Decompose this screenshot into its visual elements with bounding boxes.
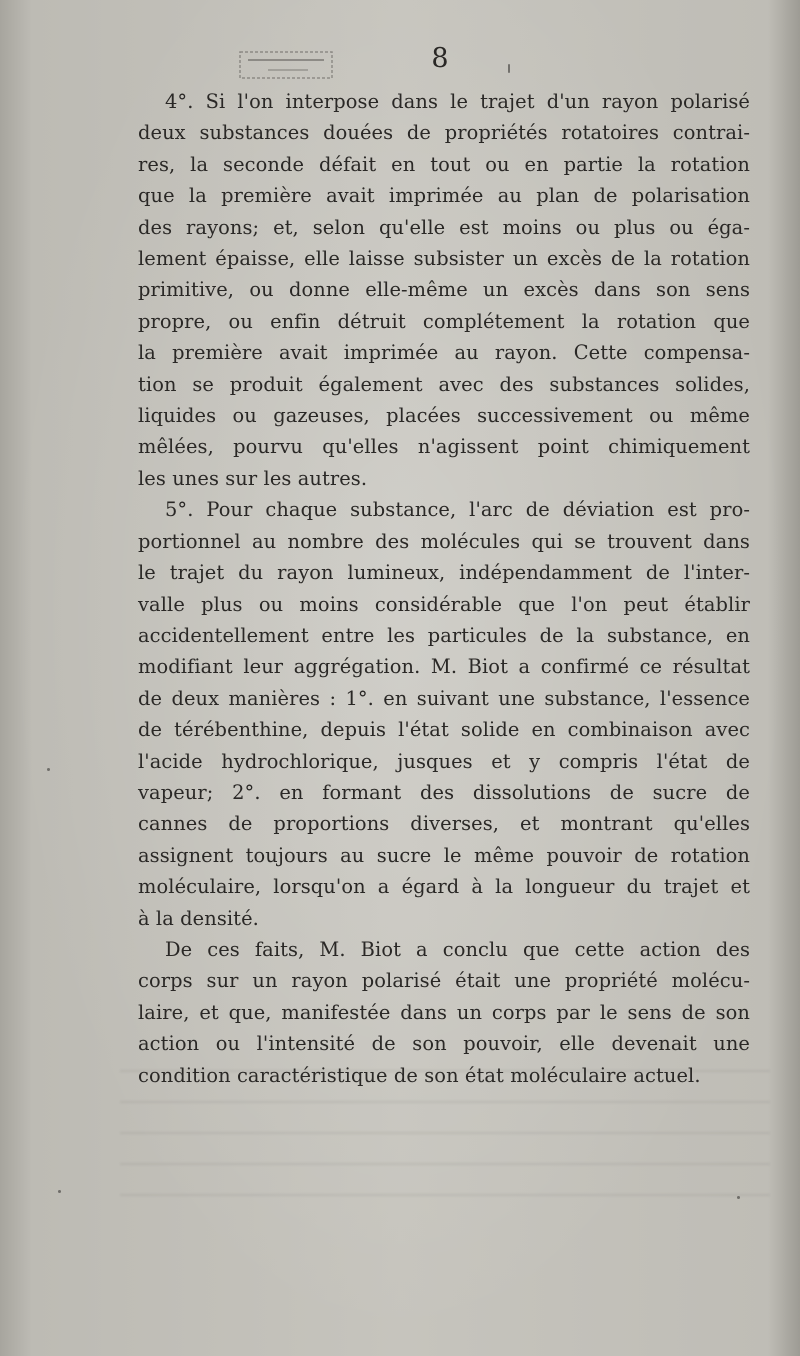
library-stamp-mark bbox=[238, 48, 334, 82]
show-through-from-reverse bbox=[120, 1070, 770, 1210]
text-line: valle plus ou moins considérable que l'on peut établir bbox=[138, 592, 750, 616]
paragraph-5 bbox=[138, 494, 750, 934]
text-line: le trajet du rayon lumineux, indépendamment de l'inter- bbox=[138, 561, 750, 585]
text-line: assignent toujours au sucre le même pouvoir de rotation bbox=[138, 843, 750, 867]
text-line: mêlées, pourvu qu'elles n'agissent point chimiquement bbox=[138, 435, 750, 459]
body-text bbox=[138, 86, 750, 1091]
text-line: 5°. Pour chaque substance, l'arc de déviation est pro- bbox=[165, 498, 750, 522]
paper-speck bbox=[508, 64, 510, 73]
text-line: modifiant leur aggrégation. M. Biot a confirmé ce résultat bbox=[138, 655, 750, 679]
text-line: des rayons; et, selon qu'elle est moins ou plus ou éga- bbox=[138, 215, 750, 239]
text-line: deux substances douées de propriétés rotatoires contrai- bbox=[138, 121, 750, 145]
text-line: lement épaisse, elle laisse subsister un excès de la rotation bbox=[138, 247, 750, 271]
text-line: vapeur; 2°. en formant des dissolutions de sucre de bbox=[138, 780, 750, 804]
text-line: 4°. Si l'on interpose dans le trajet d'un rayon polarisé bbox=[165, 90, 750, 113]
text-line: les unes sur les autres. bbox=[138, 466, 368, 490]
text-line: liquides ou gazeuses, placées successivement ou même bbox=[138, 404, 750, 428]
paper-speck bbox=[58, 1190, 61, 1193]
text-line: portionnel au nombre des molécules qui se trouvent dans bbox=[138, 529, 750, 553]
text-line: que la première avait imprimée au plan de polarisation bbox=[138, 184, 750, 208]
text-line: primitive, ou donne elle-même un excès dans son sens bbox=[138, 278, 750, 302]
text-line: cannes de proportions diverses, et montrant qu'elles bbox=[138, 812, 750, 836]
text-line: la première avait imprimée au rayon. Cette compensa- bbox=[138, 341, 750, 365]
paragraph-conclusion bbox=[138, 934, 750, 1091]
text-line: tion se produit également avec des substances solides, bbox=[138, 372, 750, 396]
text-line: de térébenthine, depuis l'état solide en combinaison avec bbox=[138, 718, 750, 742]
text-line: laire, et que, manifestée dans un corps par le sens de son bbox=[138, 1000, 750, 1024]
text-line: l'acide hydrochlorique, jusques et y compris l'état de bbox=[138, 749, 750, 773]
text-line: moléculaire, lorsqu'on a égard à la longueur du trajet et bbox=[138, 875, 750, 899]
text-line: propre, ou enfin détruit complétement la rotation que bbox=[138, 309, 750, 333]
paragraph-4 bbox=[138, 86, 750, 494]
paper-speck bbox=[47, 768, 50, 771]
text-line: de deux manières : 1°. en suivant une substance, l'essence bbox=[138, 686, 750, 710]
text-line: De ces faits, M. Biot a conclu que cette action des bbox=[165, 937, 750, 961]
text-line: action ou l'intensité de son pouvoir, elle devenait une bbox=[138, 1032, 750, 1056]
text-line: res, la seconde défait en tout ou en partie la rotation bbox=[138, 152, 750, 176]
page-number: 8 bbox=[431, 43, 449, 74]
paper-speck bbox=[737, 1196, 740, 1199]
text-line: à la densité. bbox=[138, 906, 259, 930]
text-line: condition caractéristique de son état moléculaire actuel. bbox=[138, 1063, 701, 1087]
text-line: corps sur un rayon polarisé était une propriété molécu- bbox=[138, 969, 750, 993]
text-line: accidentellement entre les particules de la substance, en bbox=[138, 623, 750, 647]
